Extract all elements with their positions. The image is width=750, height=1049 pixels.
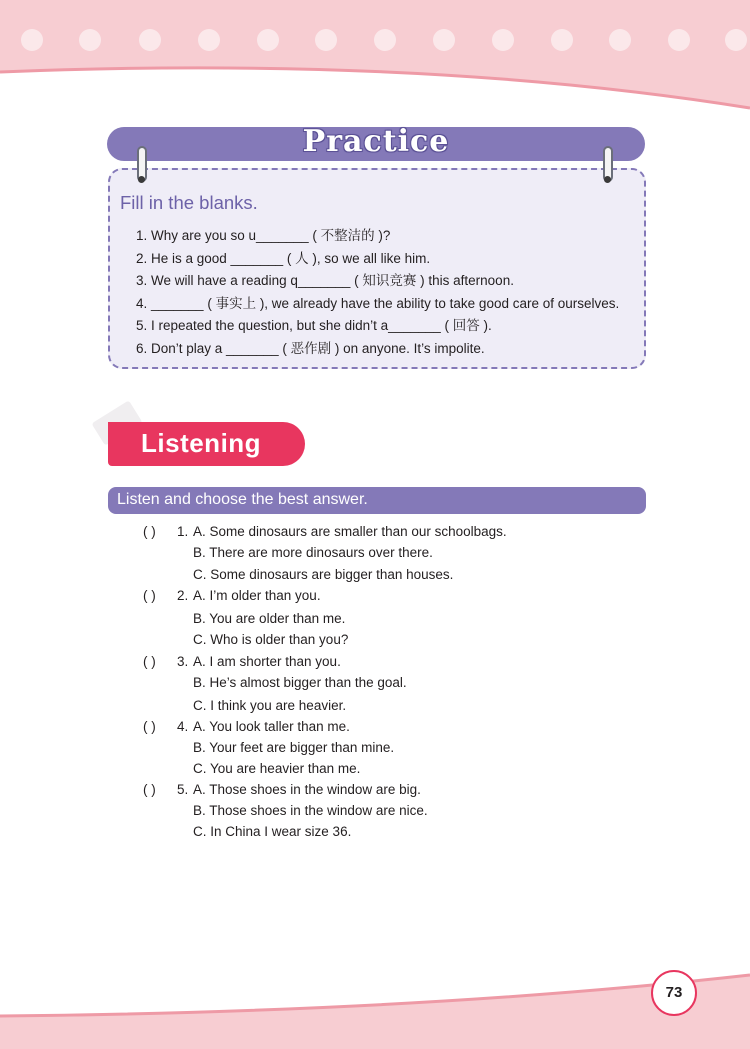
option-b: B. Those shoes in the window are nice. <box>193 803 428 818</box>
question-number: 5. <box>177 782 189 797</box>
option-a: A. Those shoes in the window are big. <box>193 782 421 797</box>
practice-item: 1. Why are you so u_______ ( 不整洁的 )? <box>136 228 391 243</box>
answer-blank: ( ) <box>143 782 156 797</box>
question-number: 1. <box>177 524 189 539</box>
practice-title: Practice <box>302 124 450 159</box>
option-b: B. You are older than me. <box>193 611 346 626</box>
answer-blank: ( ) <box>143 719 156 734</box>
question-number: 3. <box>177 654 189 669</box>
option-a: A. I am shorter than you. <box>193 654 341 669</box>
option-c: C. You are heavier than me. <box>193 761 361 776</box>
option-c: C. I think you are heavier. <box>193 698 347 713</box>
option-a: A. You look taller than me. <box>193 719 350 734</box>
page-number: 73 <box>651 970 697 1016</box>
option-a: A. I’m older than you. <box>193 588 321 603</box>
practice-list <box>136 225 619 361</box>
answer-blank: ( ) <box>143 654 156 669</box>
answer-blank: ( ) <box>143 524 156 539</box>
binder-hole-icon <box>138 176 145 183</box>
question-number: 2. <box>177 588 189 603</box>
practice-item: 3. We will have a reading q_______ ( 知识竞赛 ) this afternoon. <box>136 273 514 289</box>
practice-item: 2. He is a good _______ ( 人 ), so we all like him. <box>136 250 431 266</box>
option-c: C. Some dinosaurs are bigger than houses. <box>193 567 454 582</box>
practice-item: 5. I repeated the question, but she didn’t a_______ ( 回答 ). <box>136 318 492 334</box>
practice-item: 6. Don’t play a _______ ( 恶作剧 ) on anyone. It’s impolite. <box>136 340 485 356</box>
practice-item: 4. _______ ( 事实上 ), we already have the ability to take good care of ourselves. <box>136 295 620 311</box>
option-c: C. In China I wear size 36. <box>193 824 352 839</box>
listening-instruction: Listen and choose the best answer. <box>117 491 368 508</box>
option-b: B. He’s almost bigger than the goal. <box>193 675 407 690</box>
answer-blank: ( ) <box>143 588 156 603</box>
option-b: B. There are more dinosaurs over there. <box>193 545 433 560</box>
option-c: C. Who is older than you? <box>193 632 349 647</box>
option-a: A. Some dinosaurs are smaller than our schoolbags. <box>193 524 507 539</box>
binder-hole-icon <box>604 176 611 183</box>
practice-instruction: Fill in the blanks. <box>120 192 258 213</box>
listening-title: Listening <box>141 428 262 458</box>
question-number: 4. <box>177 719 189 734</box>
option-b: B. Your feet are bigger than mine. <box>193 740 395 755</box>
